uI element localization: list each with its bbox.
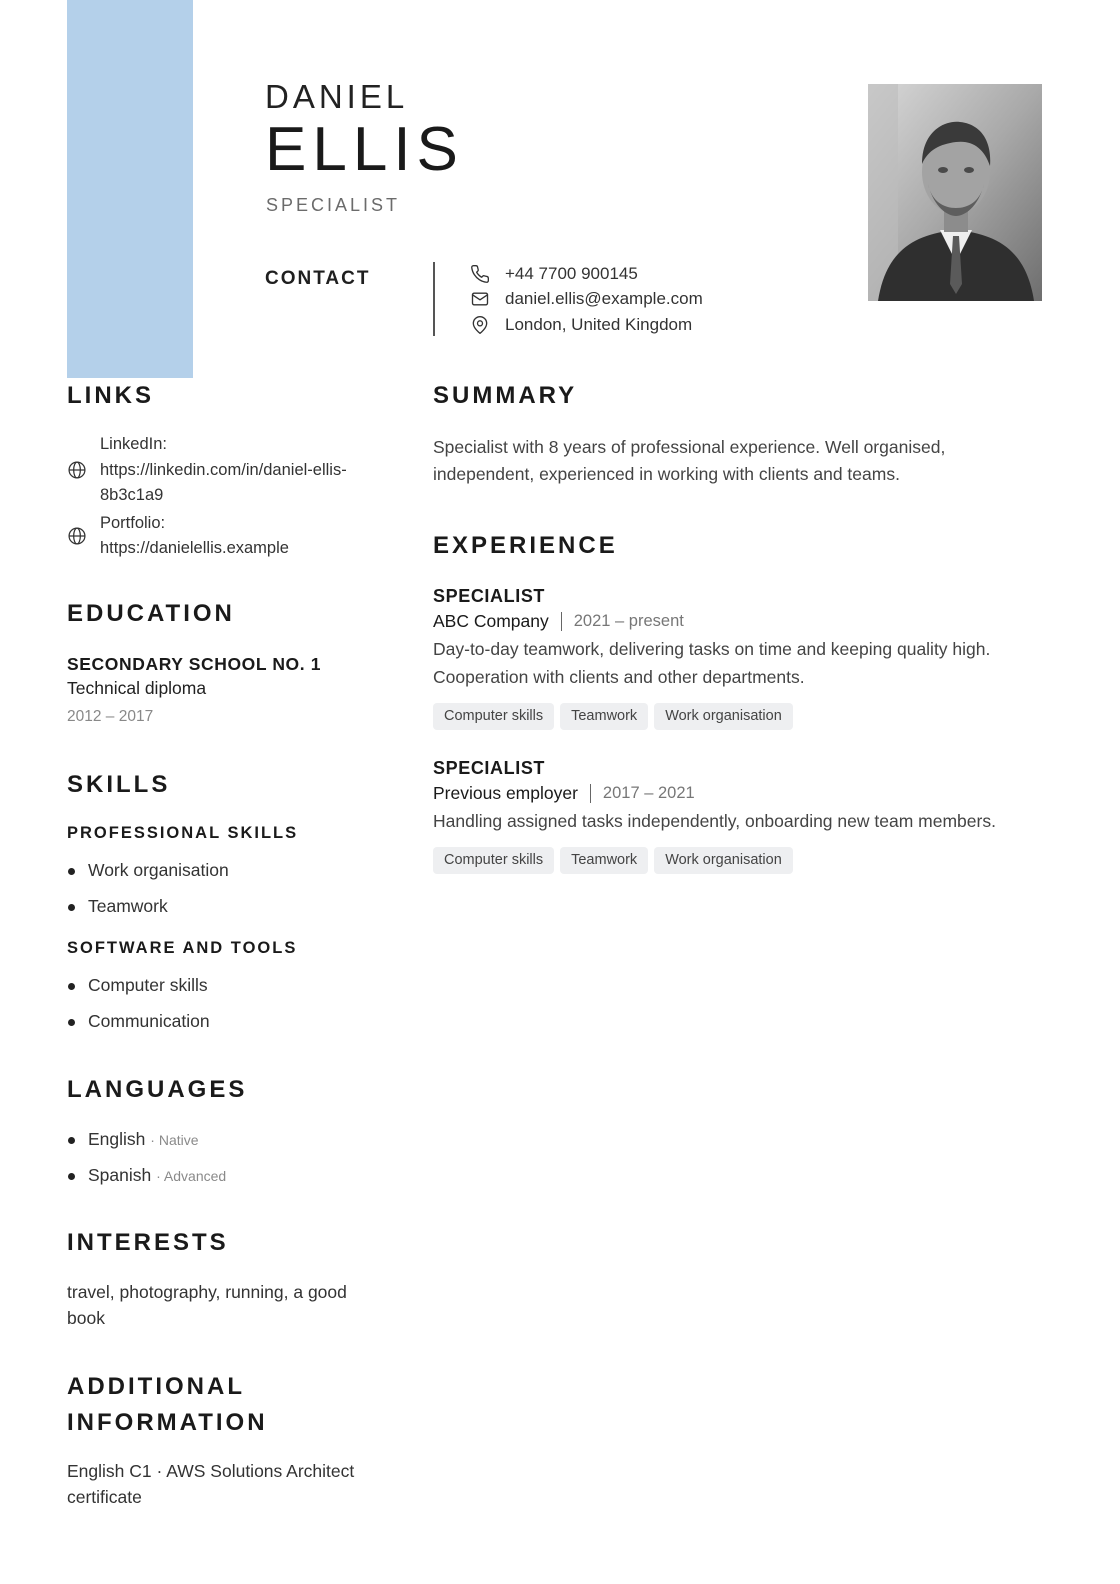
- contact-list: [470, 261, 703, 338]
- skill-tag: Teamwork: [560, 703, 648, 730]
- contact-phone: [470, 261, 703, 287]
- phone-text: +44 7700 900145: [505, 263, 638, 283]
- languages-heading: LANGUAGES: [67, 1076, 248, 1103]
- job-title: SPECIALIST: [266, 195, 401, 215]
- skill-tag: Computer skills: [433, 703, 554, 730]
- skill-tag: Teamwork: [560, 847, 648, 874]
- profile-photo: [868, 84, 1042, 301]
- accent-bar: [67, 0, 193, 378]
- language-name: Spanish: [88, 1164, 152, 1185]
- additional-heading-line: ADDITIONAL: [67, 1373, 245, 1400]
- experience-meta: [433, 611, 1053, 632]
- education-entry: [67, 654, 321, 726]
- contact-email: [470, 287, 703, 313]
- experience-meta: [433, 783, 1053, 804]
- last-name: ELLIS: [265, 115, 464, 184]
- links-list: [67, 432, 350, 564]
- skills-group-title: SOFTWARE AND TOOLS: [67, 939, 298, 957]
- contact-location: [470, 312, 703, 338]
- summary-text: Specialist with 8 years of professional experience. Well organised, independent, experienced in working with clients and teams.: [433, 437, 946, 484]
- skills-list: [67, 853, 229, 924]
- skills-heading: SKILLS: [67, 771, 171, 798]
- language-name: English: [88, 1129, 146, 1149]
- meta-separator: [561, 612, 562, 631]
- experience-entry: [433, 586, 1053, 730]
- links-heading: LINKS: [67, 382, 154, 409]
- meta-separator: [590, 784, 591, 803]
- experience-dates: 2017 – 2021: [602, 784, 695, 802]
- link-label: LinkedIn:: [100, 435, 167, 453]
- skill-tag: Work organisation: [654, 847, 793, 874]
- languages-list: [67, 1122, 226, 1193]
- location-text: London, United Kingdom: [505, 314, 693, 334]
- mail-icon: [470, 289, 490, 309]
- tools-list: [67, 968, 210, 1039]
- globe-icon: [67, 460, 87, 480]
- list-item: Teamwork: [67, 889, 229, 925]
- link-linkedin[interactable]: [67, 432, 350, 509]
- list-item: [67, 1122, 226, 1158]
- language-level: · Advanced: [156, 1167, 227, 1184]
- email-text: daniel.ellis@example.com: [505, 289, 703, 309]
- link-portfolio[interactable]: [67, 511, 350, 562]
- list-item: Work organisation: [67, 853, 229, 889]
- additional-heading: [67, 1369, 268, 1441]
- experience-heading: EXPERIENCE: [433, 532, 618, 559]
- experience-description: Handling assigned tasks independently, onboarding new team members.: [433, 811, 996, 831]
- interests-text: travel, photography, running, a good book: [67, 1282, 347, 1328]
- experience-company: ABC Company: [433, 611, 549, 631]
- additional-heading-line: INFORMATION: [67, 1409, 268, 1436]
- contact-divider: [433, 262, 435, 336]
- experience-company: Previous employer: [433, 783, 578, 803]
- list-item: Communication: [67, 1004, 210, 1040]
- experience-tags: [433, 703, 1053, 730]
- skills-group-title: PROFESSIONAL SKILLS: [67, 824, 299, 842]
- interests-heading: INTERESTS: [67, 1229, 229, 1256]
- list-item: Computer skills: [67, 968, 210, 1004]
- education-degree: Technical diploma: [67, 678, 207, 698]
- education-school: SECONDARY SCHOOL NO. 1: [67, 654, 322, 674]
- education-dates: 2012 – 2017: [67, 708, 154, 725]
- experience-description: Day-to-day teamwork, delivering tasks on time and keeping quality high. Cooperation with clients and other departments.: [433, 639, 991, 687]
- experience-tags: [433, 847, 1053, 874]
- skill-tag: Work organisation: [654, 703, 793, 730]
- location-pin-icon: [470, 315, 490, 335]
- experience-role: SPECIALIST: [433, 586, 546, 606]
- education-heading: EDUCATION: [67, 600, 235, 627]
- link-url[interactable]: https://linkedin.com/in/daniel-ellis-8b3c1a9: [100, 460, 347, 504]
- summary-heading: SUMMARY: [433, 382, 578, 409]
- language-level: · Native: [150, 1132, 199, 1148]
- link-label: Portfolio:: [100, 513, 166, 532]
- additional-text: English C1 · AWS Solutions Architect certificate: [67, 1461, 355, 1507]
- globe-icon: [67, 526, 87, 546]
- experience-role: SPECIALIST: [433, 758, 546, 778]
- list-item: [67, 1158, 226, 1194]
- link-url[interactable]: https://danielellis.example: [100, 539, 289, 557]
- experience-dates: 2021 – present: [573, 612, 684, 630]
- phone-icon: [470, 264, 490, 284]
- skill-tag: Computer skills: [433, 847, 554, 874]
- experience-entry: [433, 758, 1053, 874]
- first-name: DANIEL: [265, 78, 409, 115]
- contact-heading: CONTACT: [265, 268, 371, 289]
